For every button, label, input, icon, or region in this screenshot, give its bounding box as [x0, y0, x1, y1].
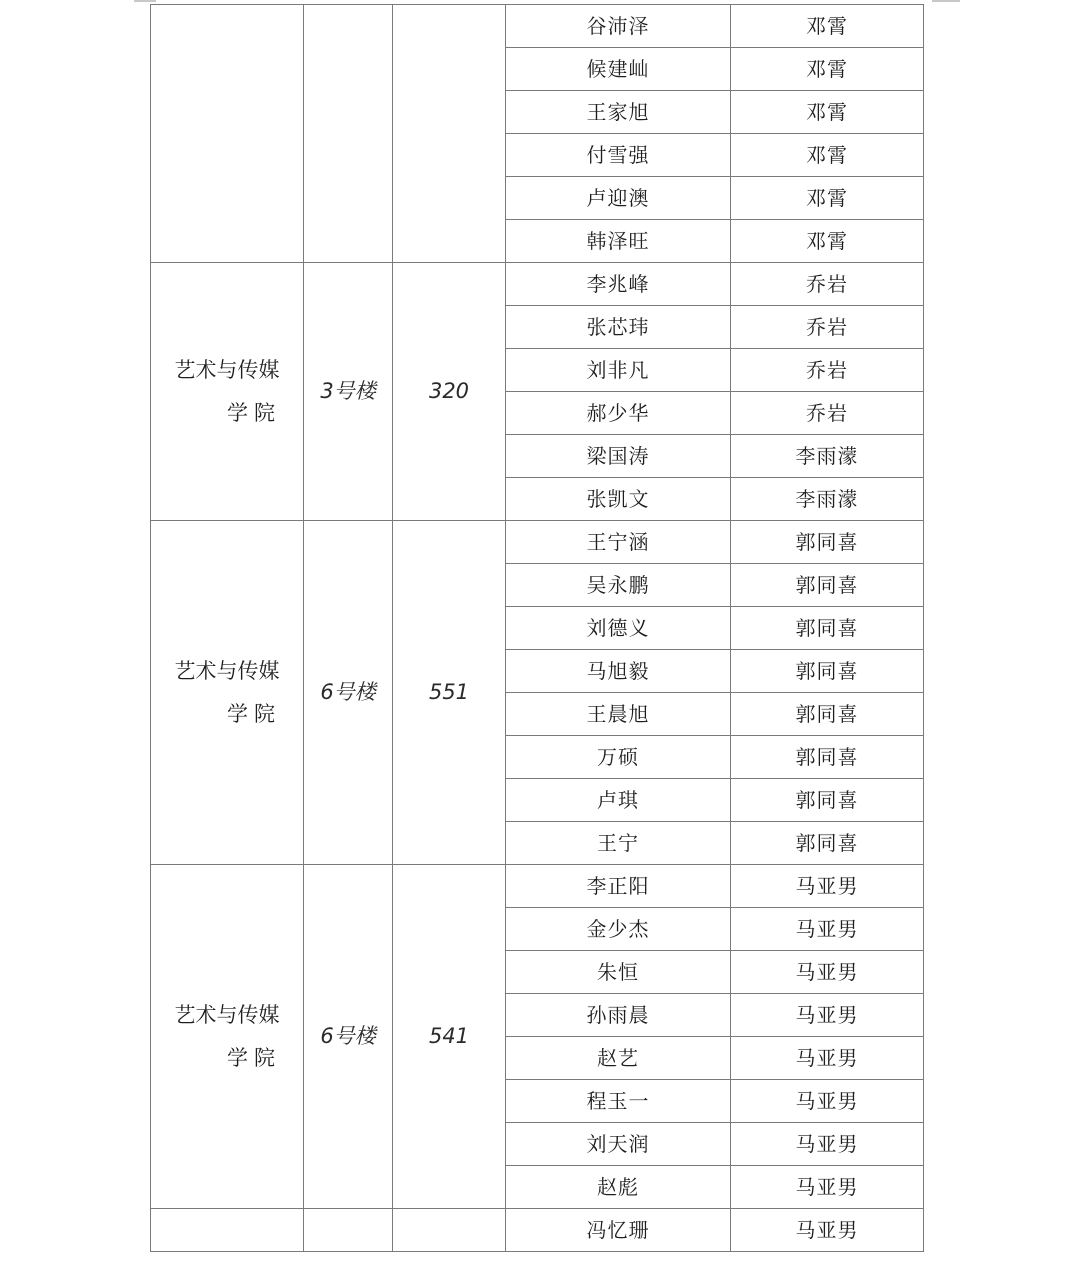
college-name [173, 349, 281, 435]
advisor-name-cell: 马亚男 [731, 1209, 924, 1252]
student-name-cell: 马旭毅 [506, 650, 731, 693]
advisor-name-cell: 马亚男 [731, 1037, 924, 1080]
student-name-cell: 王宁 [506, 822, 731, 865]
advisor-name-cell: 邓霄 [731, 48, 924, 91]
student-name-cell: 刘德义 [506, 607, 731, 650]
college-name-line2: 学院 [227, 400, 281, 425]
student-name-cell: 韩泽旺 [506, 220, 731, 263]
college-cell [151, 5, 304, 263]
advisor-name-cell: 郭同喜 [731, 521, 924, 564]
student-name-cell: 候建屾 [506, 48, 731, 91]
advisor-name-cell: 邓霄 [731, 177, 924, 220]
advisor-name-cell: 乔岩 [731, 263, 924, 306]
student-name-cell: 郝少华 [506, 392, 731, 435]
college-name-line1: 艺术与传媒 [174, 658, 280, 683]
advisor-name-cell: 邓霄 [731, 220, 924, 263]
advisor-name-cell: 郭同喜 [731, 822, 924, 865]
student-name-cell: 赵艺 [506, 1037, 731, 1080]
top-edge-mark-right [932, 0, 960, 2]
advisor-name-cell: 马亚男 [731, 1123, 924, 1166]
advisor-name-cell: 马亚男 [731, 1166, 924, 1209]
advisor-name-cell: 乔岩 [731, 349, 924, 392]
student-name-cell: 李兆峰 [506, 263, 731, 306]
student-name-cell: 刘天润 [506, 1123, 731, 1166]
room-number-cell: 320 [393, 263, 506, 521]
college-cell [151, 263, 304, 521]
student-name-cell: 张凯文 [506, 478, 731, 521]
advisor-name-cell: 乔岩 [731, 392, 924, 435]
student-name-cell: 付雪强 [506, 134, 731, 177]
student-name-cell: 梁国涛 [506, 435, 731, 478]
dormitory-roster-table [150, 4, 924, 1252]
student-name-cell: 孙雨晨 [506, 994, 731, 1037]
college-name [173, 650, 281, 736]
student-name-cell: 赵彪 [506, 1166, 731, 1209]
student-name-cell: 卢迎澳 [506, 177, 731, 220]
table-row [151, 263, 924, 306]
building-cell [304, 5, 393, 263]
table-row [151, 1209, 924, 1252]
room-number-cell: 551 [393, 521, 506, 865]
advisor-name-cell: 马亚男 [731, 865, 924, 908]
advisor-name-cell: 郭同喜 [731, 650, 924, 693]
college-cell [151, 865, 304, 1209]
college-name-line2: 学院 [227, 701, 281, 726]
college-name [173, 994, 281, 1080]
student-name-cell: 刘非凡 [506, 349, 731, 392]
advisor-name-cell: 郭同喜 [731, 607, 924, 650]
student-name-cell: 王宁涵 [506, 521, 731, 564]
building-cell: 3号楼 [304, 263, 393, 521]
advisor-name-cell: 郭同喜 [731, 736, 924, 779]
college-name-line2: 学院 [227, 1045, 281, 1070]
table-row [151, 521, 924, 564]
advisor-name-cell: 马亚男 [731, 951, 924, 994]
advisor-name-cell: 郭同喜 [731, 779, 924, 822]
student-name-cell: 李正阳 [506, 865, 731, 908]
advisor-name-cell: 李雨濛 [731, 478, 924, 521]
table-row [151, 5, 924, 48]
advisor-name-cell: 李雨濛 [731, 435, 924, 478]
advisor-name-cell: 邓霄 [731, 5, 924, 48]
top-edge-mark-left [134, 0, 156, 2]
advisor-name-cell: 马亚男 [731, 908, 924, 951]
student-name-cell: 程玉一 [506, 1080, 731, 1123]
advisor-name-cell: 邓霄 [731, 134, 924, 177]
room-number-cell [393, 5, 506, 263]
college-cell [151, 521, 304, 865]
college-name-line1: 艺术与传媒 [174, 357, 280, 382]
advisor-name-cell: 马亚男 [731, 1080, 924, 1123]
student-name-cell: 冯忆珊 [506, 1209, 731, 1252]
student-name-cell: 金少杰 [506, 908, 731, 951]
roster-table-body [151, 5, 924, 1252]
advisor-name-cell: 邓霄 [731, 91, 924, 134]
advisor-name-cell: 郭同喜 [731, 564, 924, 607]
college-name-line1: 艺术与传媒 [174, 1002, 280, 1027]
advisor-name-cell: 郭同喜 [731, 693, 924, 736]
table-row [151, 865, 924, 908]
building-cell [304, 1209, 393, 1252]
student-name-cell: 万硕 [506, 736, 731, 779]
advisor-name-cell: 马亚男 [731, 994, 924, 1037]
student-name-cell: 王家旭 [506, 91, 731, 134]
advisor-name-cell: 乔岩 [731, 306, 924, 349]
student-name-cell: 谷沛泽 [506, 5, 731, 48]
student-name-cell: 朱恒 [506, 951, 731, 994]
student-name-cell: 张芯玮 [506, 306, 731, 349]
student-name-cell: 吴永鹏 [506, 564, 731, 607]
room-number-cell [393, 1209, 506, 1252]
college-cell [151, 1209, 304, 1252]
student-name-cell: 王晨旭 [506, 693, 731, 736]
student-name-cell: 卢琪 [506, 779, 731, 822]
room-number-cell: 541 [393, 865, 506, 1209]
building-cell: 6号楼 [304, 865, 393, 1209]
building-cell: 6号楼 [304, 521, 393, 865]
